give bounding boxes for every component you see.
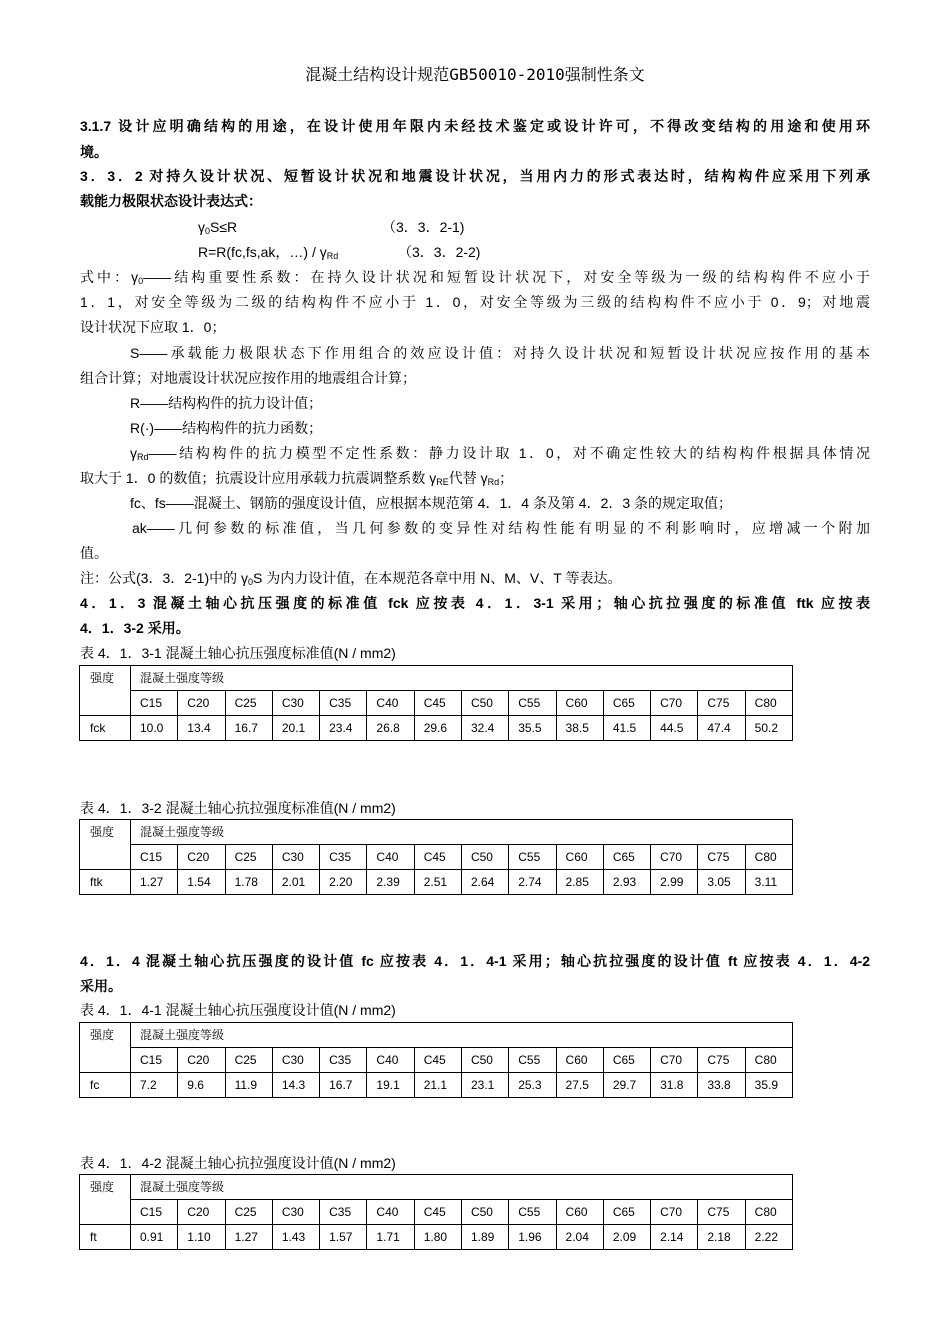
grade-cell: C40	[367, 691, 414, 716]
def-fc-fs: fc、fs——混凝土、钢筋的强度设计值，应根据本规范第 4．1．4 条及第 4．2．3 条的规定取值；	[130, 495, 733, 511]
grade-cell: C30	[272, 1048, 319, 1073]
grade-cell: C55	[509, 691, 556, 716]
def-ak-line1: ak——几何参数的标准值，当几何参数的变异性对结构性能有明显的不利影响时，应增减一个附加	[132, 520, 870, 536]
value-cell: 29.6	[414, 716, 461, 741]
grade-cell: C75	[698, 1048, 745, 1073]
value-cell: 7.2	[131, 1073, 178, 1098]
value-cell: 35.5	[509, 716, 556, 741]
value-cell: 44.5	[651, 716, 698, 741]
grade-cell: C25	[225, 1048, 272, 1073]
grade-cell: C40	[367, 1048, 414, 1073]
value-cell: 47.4	[698, 716, 745, 741]
value-cell: 2.18	[698, 1225, 745, 1250]
grade-cell: C65	[603, 845, 650, 870]
value-cell: 2.74	[509, 870, 556, 895]
value-cell: 1.78	[225, 870, 272, 895]
value-cell: 1.27	[131, 870, 178, 895]
table-head-cell: 强度	[80, 1023, 131, 1073]
value-cell: 10.0	[131, 716, 178, 741]
formula-number-2: （3．3．2-2)	[398, 244, 481, 260]
clause-3-3-2-line1: 3．3．2 对持久设计状况、短暂设计状况和地震设计状况，当用内力的形式表达时，结构构件应采用下列承	[80, 168, 870, 184]
table-group-header: 混凝土强度等级	[131, 1023, 793, 1048]
clause-3-1-7-line2: 境。	[80, 144, 108, 160]
table-value-row	[80, 870, 793, 895]
data-table	[79, 1174, 793, 1250]
data-table	[79, 1022, 793, 1098]
grade-cell: C20	[178, 1048, 225, 1073]
value-cell: 2.64	[461, 870, 508, 895]
grade-cell: C35	[320, 1048, 367, 1073]
value-cell: 2.99	[651, 870, 698, 895]
row-label: fck	[80, 716, 131, 741]
value-cell: 1.89	[461, 1225, 508, 1250]
def-R-function: R(·)——结构构件的抗力函数；	[130, 420, 323, 436]
value-cell: 23.4	[320, 716, 367, 741]
grade-cell: C45	[414, 1048, 461, 1073]
table-caption: 表 4．1．4-2 混凝土轴心抗拉强度设计值(N / mm2)	[80, 1155, 396, 1171]
value-cell: 2.85	[556, 870, 603, 895]
grade-cell: C20	[178, 691, 225, 716]
grade-cell: C35	[320, 1200, 367, 1225]
value-cell: 2.20	[320, 870, 367, 895]
clause-3-1-7-line1: 3.1.7 设计应明确结构的用途，在设计使用年限内未经技术鉴定或设计许可，不得改变结构的用途和使用环	[80, 118, 870, 134]
value-cell: 3.05	[698, 870, 745, 895]
grade-cell: C80	[745, 691, 792, 716]
value-cell: 25.3	[509, 1073, 556, 1098]
value-cell: 26.8	[367, 716, 414, 741]
value-cell: 11.9	[225, 1073, 272, 1098]
def-S-line2: 组合计算；对地震设计状况应按作用的地震组合计算；	[80, 370, 416, 386]
value-cell: 31.8	[651, 1073, 698, 1098]
def-gamma0-line3: 设计状况下应取 1．0；	[80, 319, 226, 335]
row-label: ft	[80, 1225, 131, 1250]
table-value-row	[80, 1073, 793, 1098]
value-cell: 1.71	[367, 1225, 414, 1250]
grade-cell: C80	[745, 1200, 792, 1225]
table-grade-row	[80, 845, 793, 870]
grade-cell: C15	[131, 1200, 178, 1225]
table-head-cell: 强度	[80, 820, 131, 870]
grade-cell: C20	[178, 845, 225, 870]
table-caption: 表 4．1．4-1 混凝土轴心抗压强度设计值(N / mm2)	[80, 1002, 396, 1018]
grade-cell: C65	[603, 1048, 650, 1073]
grade-cell: C60	[556, 1200, 603, 1225]
grade-cell: C65	[603, 1200, 650, 1225]
row-label: ftk	[80, 870, 131, 895]
value-cell: 23.1	[461, 1073, 508, 1098]
grade-cell: C25	[225, 1200, 272, 1225]
value-cell: 19.1	[367, 1073, 414, 1098]
def-ak-line2: 值。	[80, 545, 108, 561]
grade-cell: C75	[698, 845, 745, 870]
table-grade-row	[80, 1200, 793, 1225]
grade-cell: C45	[414, 845, 461, 870]
value-cell: 1.54	[178, 870, 225, 895]
value-cell: 32.4	[461, 716, 508, 741]
grade-cell: C15	[131, 691, 178, 716]
row-label: fc	[80, 1073, 131, 1098]
clause-4-1-3-line1: 4．1．3 混凝土轴心抗压强度的标准值 fck 应按表 4．1．3-1 采用；轴心抗拉强度的标准值 ftk 应按表	[80, 595, 870, 611]
grade-cell: C60	[556, 845, 603, 870]
grade-cell: C20	[178, 1200, 225, 1225]
value-cell: 50.2	[745, 716, 792, 741]
grade-cell: C15	[131, 845, 178, 870]
value-cell: 38.5	[556, 716, 603, 741]
value-cell: 29.7	[603, 1073, 650, 1098]
grade-cell: C70	[651, 1048, 698, 1073]
table-group-header: 混凝土强度等级	[131, 666, 793, 691]
clause-4-1-4-line1: 4．1．4 混凝土轴心抗压强度的设计值 fc 应按表 4．1．4-1 采用；轴心抗拉强度的设计值 ft 应按表 4．1．4-2	[80, 953, 870, 969]
grade-cell: C80	[745, 1048, 792, 1073]
grade-cell: C55	[509, 845, 556, 870]
value-cell: 1.57	[320, 1225, 367, 1250]
value-cell: 41.5	[603, 716, 650, 741]
value-cell: 1.96	[509, 1225, 556, 1250]
value-cell: 1.80	[414, 1225, 461, 1250]
grade-cell: C50	[461, 1200, 508, 1225]
value-cell: 27.5	[556, 1073, 603, 1098]
value-cell: 2.51	[414, 870, 461, 895]
value-cell: 16.7	[320, 1073, 367, 1098]
grade-cell: C75	[698, 1200, 745, 1225]
grade-cell: C45	[414, 1200, 461, 1225]
grade-cell: C30	[272, 845, 319, 870]
value-cell: 13.4	[178, 716, 225, 741]
grade-cell: C25	[225, 691, 272, 716]
grade-cell: C15	[131, 1048, 178, 1073]
value-cell: 1.10	[178, 1225, 225, 1250]
grade-cell: C60	[556, 691, 603, 716]
grade-cell: C50	[461, 691, 508, 716]
grade-cell: C30	[272, 1200, 319, 1225]
def-R: R——结构构件的抗力设计值；	[130, 395, 323, 411]
value-cell: 2.01	[272, 870, 319, 895]
value-cell: 33.8	[698, 1073, 745, 1098]
value-cell: 16.7	[225, 716, 272, 741]
value-cell: 3.11	[745, 870, 792, 895]
value-cell: 20.1	[272, 716, 319, 741]
formula-3-3-2-2: R=R(fc,fs,ak，…) / $\gamma_{Rd}$	[198, 244, 339, 261]
value-cell: 35.9	[745, 1073, 792, 1098]
grade-cell: C45	[414, 691, 461, 716]
grade-cell: C55	[509, 1200, 556, 1225]
table-caption: 表 4．1．3-2 混凝土轴心抗拉强度标准值(N / mm2)	[80, 800, 396, 816]
table-group-header: 混凝土强度等级	[131, 820, 793, 845]
value-cell: 9.6	[178, 1073, 225, 1098]
value-cell: 21.1	[414, 1073, 461, 1098]
data-table	[79, 819, 793, 895]
value-cell: 0.91	[131, 1225, 178, 1250]
value-cell: 14.3	[272, 1073, 319, 1098]
data-table	[79, 665, 793, 741]
grade-cell: C75	[698, 691, 745, 716]
value-cell: 1.43	[272, 1225, 319, 1250]
grade-cell: C65	[603, 691, 650, 716]
value-cell: 2.22	[745, 1225, 792, 1250]
grade-cell: C50	[461, 845, 508, 870]
def-gamma0-line2: 1．1，对安全等级为二级的结构构件不应小于 1．0，对安全等级为三级的结构构件不应小于 0．9；对地震	[80, 294, 870, 310]
table-value-row	[80, 716, 793, 741]
formula-note: 注：公式(3．3．2-1)中的 $\gamma_0S$ 为内力设计值，在本规范各章中用 N、M、V、T 等表达。	[80, 570, 622, 587]
table-value-row	[80, 1225, 793, 1250]
grade-cell: C40	[367, 1200, 414, 1225]
grade-cell: C30	[272, 691, 319, 716]
value-cell: 2.09	[603, 1225, 650, 1250]
grade-cell: C55	[509, 1048, 556, 1073]
formula-3-3-2-1: $\gamma_0S\le R$	[198, 219, 238, 236]
grade-cell: C50	[461, 1048, 508, 1073]
table-grade-row	[80, 691, 793, 716]
clause-3-3-2-line2: 载能力极限状态设计表达式：	[80, 193, 262, 209]
def-gammaRd-line1: $\gamma_{Rd}——$结构构件的抗力模型不定性系数：静力设计取 1．0，对不确定性较大的结构构件根据具体情况	[130, 445, 870, 462]
table-caption: 表 4．1．3-1 混凝土轴心抗压强度标准值(N / mm2)	[80, 645, 396, 661]
table-head-cell: 强度	[80, 1175, 131, 1225]
grade-cell: C40	[367, 845, 414, 870]
grade-cell: C70	[651, 845, 698, 870]
grade-cell: C25	[225, 845, 272, 870]
def-gamma0-line1: 式中：$\gamma_0——$结构重要性系数：在持久设计状况和短暂设计状况下，对安全等级为一级的结构构件不应小于	[80, 269, 871, 286]
table-group-header: 混凝土强度等级	[131, 1175, 793, 1200]
value-cell: 2.04	[556, 1225, 603, 1250]
value-cell: 2.14	[651, 1225, 698, 1250]
value-cell: 2.39	[367, 870, 414, 895]
grade-cell: C70	[651, 1200, 698, 1225]
grade-cell: C35	[320, 691, 367, 716]
grade-cell: C70	[651, 691, 698, 716]
def-S-line1: S——承载能力极限状态下作用组合的效应设计值：对持久设计状况和短暂设计状况应按作用的基本	[130, 345, 870, 361]
value-cell: 1.27	[225, 1225, 272, 1250]
clause-4-1-3-line2: 4．1．3-2 采用。	[80, 620, 190, 636]
table-grade-row	[80, 1048, 793, 1073]
grade-cell: C60	[556, 1048, 603, 1073]
grade-cell: C35	[320, 845, 367, 870]
formula-number-1: （3．3．2-1)	[382, 219, 465, 235]
clause-4-1-4-line2: 采用。	[80, 978, 122, 994]
page-title: 混凝土结构设计规范GB50010-2010强制性条文	[305, 65, 645, 84]
def-gammaRd-line2: 取大于 1．0 的数值；抗震设计应用承载力抗震调整系数 $\gamma_{RE}$代替 $\gamma_{Rd}$；	[80, 470, 514, 487]
grade-cell: C80	[745, 845, 792, 870]
value-cell: 2.93	[603, 870, 650, 895]
table-head-cell: 强度	[80, 666, 131, 716]
